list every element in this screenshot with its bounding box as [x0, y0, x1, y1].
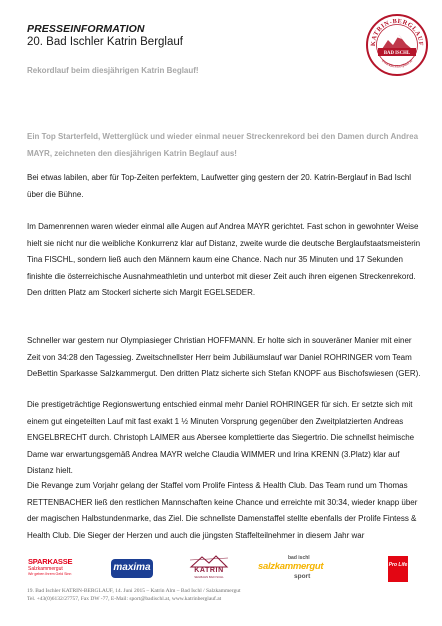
- katrin-berglauf-logo: [365, 13, 429, 77]
- katrin-name: KATRIN: [194, 567, 224, 574]
- mountain-icon: [188, 554, 230, 568]
- paragraph-3: Schneller war gestern nur Olympiasieger Christian HOFFMANN. Er holte sich in souveräner Manier mit einer Zeit von 34:28 den Tagessieg. Zweitschnellster Herr beim Jubiläumslauf war Daniel ROHRINGER vom Team DeBettin Sparkasse Salzkammergut. Den dritten Platz sicherte sich Stefan KNOPF aus Bischofswiesen (GER).: [27, 336, 421, 378]
- maxima-logo: [111, 559, 153, 578]
- paragraph-4: Die prestigeträchtige Regionswertung entschied einmal mehr Daniel ROHRINGER für sich. Er setzte sich mit einem gut eingeteilten Lauf mit fast exakt 1 ½ Minuten Vorsprung gegenüber den Zweitplatzierten Andreas ENGELBRECHT durch. Christoph LAIMER aus Abersee komplettierte das Siegertrio. Die schnellst heimische Dame war erwartungsgemäß Andrea MAYR welche Claudia WIMMER und Irina KRENN (3.Platz) klar auf Distanz hielt.: [27, 400, 415, 475]
- footer-event-line: 19. Bad Ischler KATRIN-BERGLAUF, 14. Juni 2015 – Katrin Alm – Bad Ischl / Salzkammergut: [27, 588, 241, 594]
- paragraph-2: Im Damenrennen waren wieder einmal alle Augen auf Andrea MAYR gerichtet. Fast schon in gewohnter Weise hielt sie nicht nur die weibliche Konkurrenz klar auf Distanz, zweite wurde die deutsche Berglaufstaatsmeisterin Tina FISCHL, sondern ließ auch den Männern kaum eine Chance. Nach nur 35 Minuten und 17 Sekunden finishte die österreichische Ausnahmeathletin und unterbot mit dieser Zeit auch ihren eigenen Streckenrekord. Den dritten Platz am Stockerl sicherte sich Margit EGELSEDER.: [27, 222, 421, 297]
- katrin-seilbahn-logo: [188, 554, 230, 582]
- salzkammergut-sport-logo: [258, 555, 333, 583]
- footer: [27, 587, 422, 603]
- subtitle: Rekordlauf beim diesjährigen Katrin Beglauf!: [27, 66, 199, 75]
- sparkasse-region: Salzkammergut: [28, 566, 63, 572]
- logo-url-text: www.katrinberglauf.at: [380, 58, 414, 69]
- sparkasse-tagline: Wir geben Ihrem Geld Sinn: [28, 572, 72, 576]
- paragraph-5: Die Revange zum Vorjahr gelang der Staffel vom Prolife Fintess & Health Club. Das Team rund um Thomas RETTENBACHER ließ den restlichen Mannschaften keine Chance und erreichte mit 30:34, wieder knapp über der magischen Halbstundenmarke, das Ziel. Die schnellste Damenstaffel stellte ebenfalls der Prolife Fintess & Health Club. Die Sieger der Herzen und auch die jüngsten Staffelteilnehmer in diesem Jahr war: [27, 481, 418, 540]
- footer-contact-line: Tel. +43(0)6132/27757, Fax DW -77, E-Mail: sport@badischl.at, www.katrinberglauf.at: [27, 596, 222, 602]
- katrin-subtitle: SEILBAHN BAD ISCHL: [194, 575, 224, 579]
- prolife-name: Pro Life: [388, 562, 408, 568]
- salzkammergut-label: salzkammergut: [258, 561, 324, 572]
- lead-paragraph: Ein Top Starterfeld, Wetterglück und wieder einmal neuer Streckenrekord bei den Damen durch Andrea MAYR, zeichneten den diesjährigen Katrin Beglauf aus!: [27, 132, 419, 158]
- sponsor-bar: [28, 554, 423, 584]
- sparkasse-logo: [28, 558, 90, 582]
- page-title: 20. Bad Ischler Katrin Berglauf: [27, 36, 183, 48]
- paragraph-1: Bei etwas labilen, aber für Top-Zeiten perfektem, Laufwetter ging gestern der 20. Katrin-Berglauf in Bad Ischl über die Bühne.: [27, 173, 412, 199]
- logo-ribbon-text: BAD ISCHL: [383, 51, 411, 56]
- maxima-name: maxima: [113, 562, 151, 573]
- logo-ring-text: KATRIN-BERGLAUF: [369, 17, 425, 47]
- bad-ischl-label: bad ischl: [288, 555, 310, 561]
- sparkasse-name: SPARKASSE: [28, 557, 73, 566]
- prolife-logo: [388, 556, 408, 582]
- sport-label: sport: [294, 573, 311, 580]
- document-label: PRESSEINFORMATION: [27, 23, 145, 35]
